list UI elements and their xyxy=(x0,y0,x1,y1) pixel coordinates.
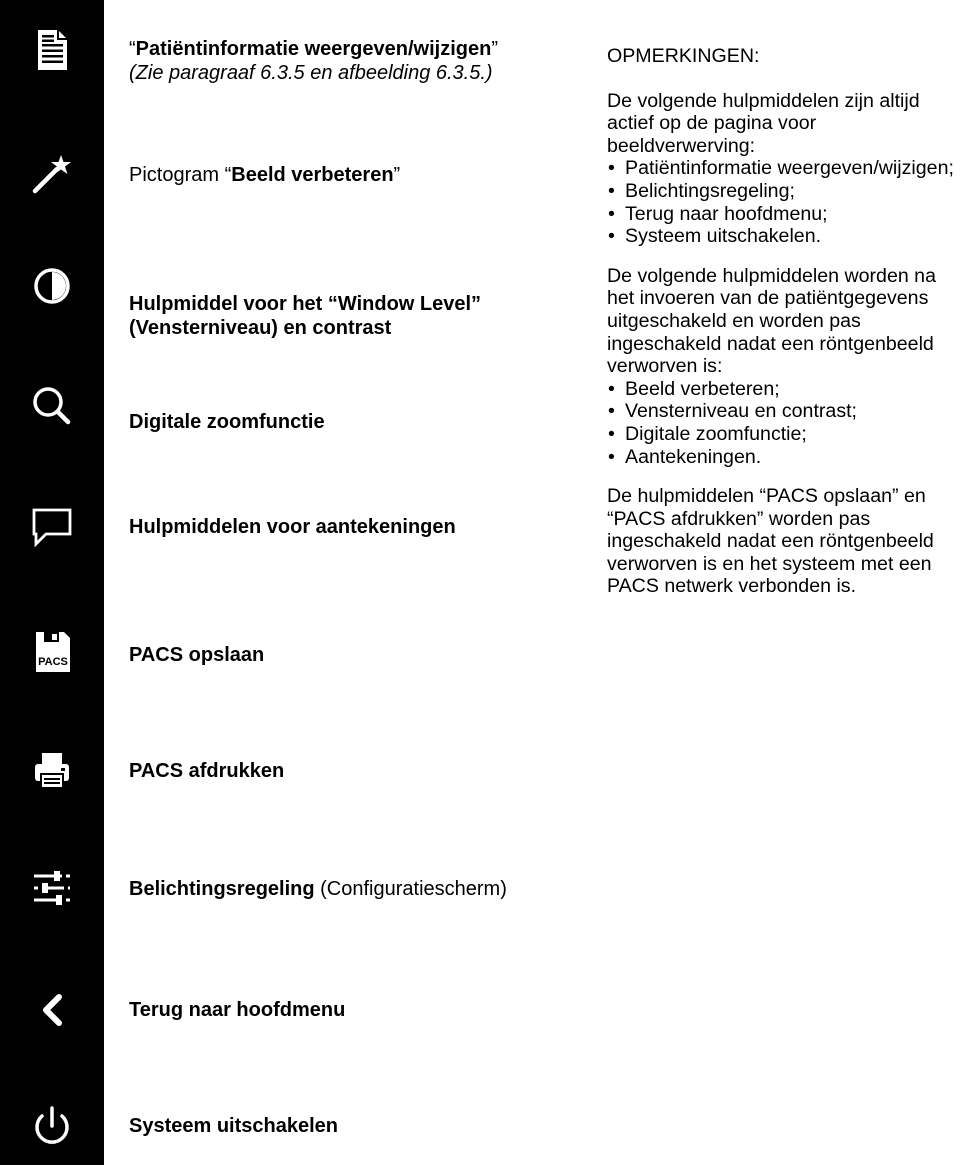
patient-info-reference: (Zie paragraaf 6.3.5 en afbeelding 6.3.5.) xyxy=(129,62,493,84)
window-level-label xyxy=(129,292,481,340)
open-quote: “ xyxy=(129,38,136,60)
pacs-print-label xyxy=(129,759,284,783)
contrast-icon[interactable] xyxy=(20,254,84,318)
list-item: • Systeem uitschakelen. xyxy=(607,225,967,248)
shutdown-label xyxy=(129,1114,338,1138)
list-item: • Beeld verbeteren; xyxy=(607,378,967,401)
annotations-label xyxy=(129,515,456,539)
printer-icon[interactable] xyxy=(20,738,84,802)
patient-info-document-icon[interactable] xyxy=(20,18,84,82)
shutdown-title: Systeem uitschakelen xyxy=(129,1115,338,1137)
patient-info-label xyxy=(129,37,498,85)
window-level-line2: (Vensterniveau) en contrast xyxy=(129,317,392,339)
window-level-line1: Hulpmiddel voor het “Window Level” xyxy=(129,293,482,315)
enhance-suffix: ” xyxy=(393,164,401,186)
annotations-title: Hulpmiddelen voor aantekeningen xyxy=(129,516,456,538)
pacs-save-floppy-icon[interactable] xyxy=(20,620,84,684)
exposure-label xyxy=(129,877,507,901)
always-active-list xyxy=(607,157,967,247)
notes-paragraph-1: De volgende hulpmiddelen zijn altijd actief op de pagina voor beeldverwerving: xyxy=(607,89,920,157)
list-item: • Digitale zoomfunctie; xyxy=(607,423,967,446)
list-item: • Vensterniveau en contrast; xyxy=(607,400,967,423)
enhance-title: Beeld verbeteren xyxy=(231,164,394,186)
tool-sidebar xyxy=(0,0,104,1165)
exposure-sliders-icon[interactable] xyxy=(20,856,84,920)
exposure-suffix: (Configuratiescherm) xyxy=(314,878,507,900)
back-chevron-icon[interactable] xyxy=(20,978,84,1042)
list-item: • Aantekeningen. xyxy=(607,446,967,469)
back-label xyxy=(129,998,345,1022)
pacs-save-label xyxy=(129,643,264,667)
search-zoom-icon[interactable] xyxy=(20,374,84,438)
power-icon[interactable] xyxy=(20,1094,84,1158)
list-item: • Belichtingsregeling; xyxy=(607,180,967,203)
pacs-icon-text: PACS xyxy=(38,656,68,668)
back-title: Terug naar hoofdmenu xyxy=(129,999,346,1021)
patient-info-title: Patiëntinformatie weergeven/wijzigen xyxy=(135,38,492,60)
disabled-tools-list xyxy=(607,378,967,468)
enhance-prefix: Pictogram “ xyxy=(129,164,232,186)
annotation-bubble-icon[interactable] xyxy=(20,494,84,558)
notes-heading: OPMERKINGEN: xyxy=(607,45,760,67)
list-item: • Terug naar hoofdmenu; xyxy=(607,203,967,226)
zoom-title: Digitale zoomfunctie xyxy=(129,411,325,433)
notes-paragraph-3: De hulpmiddelen “PACS opslaan” en “PACS afdrukken” worden pas ingeschakeld nadat een röntgenbeeld verworven is en het systeem met een PACS netwerk verbonden is. xyxy=(607,485,934,598)
close-quote: ” xyxy=(491,38,498,60)
pacs-print-title: PACS afdrukken xyxy=(129,760,285,782)
list-item: • Patiëntinformatie weergeven/wijzigen; xyxy=(607,157,967,180)
exposure-title: Belichtingsregeling xyxy=(129,878,315,900)
notes-panel xyxy=(607,45,967,598)
notes-paragraph-2: De volgende hulpmiddelen worden na het invoeren van de patiëntgegevens uitgeschakeld en worden pas ingeschakeld nadat een röntgenbeeld verworven is: xyxy=(607,264,936,378)
enhance-label xyxy=(129,163,400,187)
magic-wand-icon[interactable] xyxy=(20,140,84,204)
zoom-label xyxy=(129,410,325,434)
pacs-save-title: PACS opslaan xyxy=(129,644,265,666)
